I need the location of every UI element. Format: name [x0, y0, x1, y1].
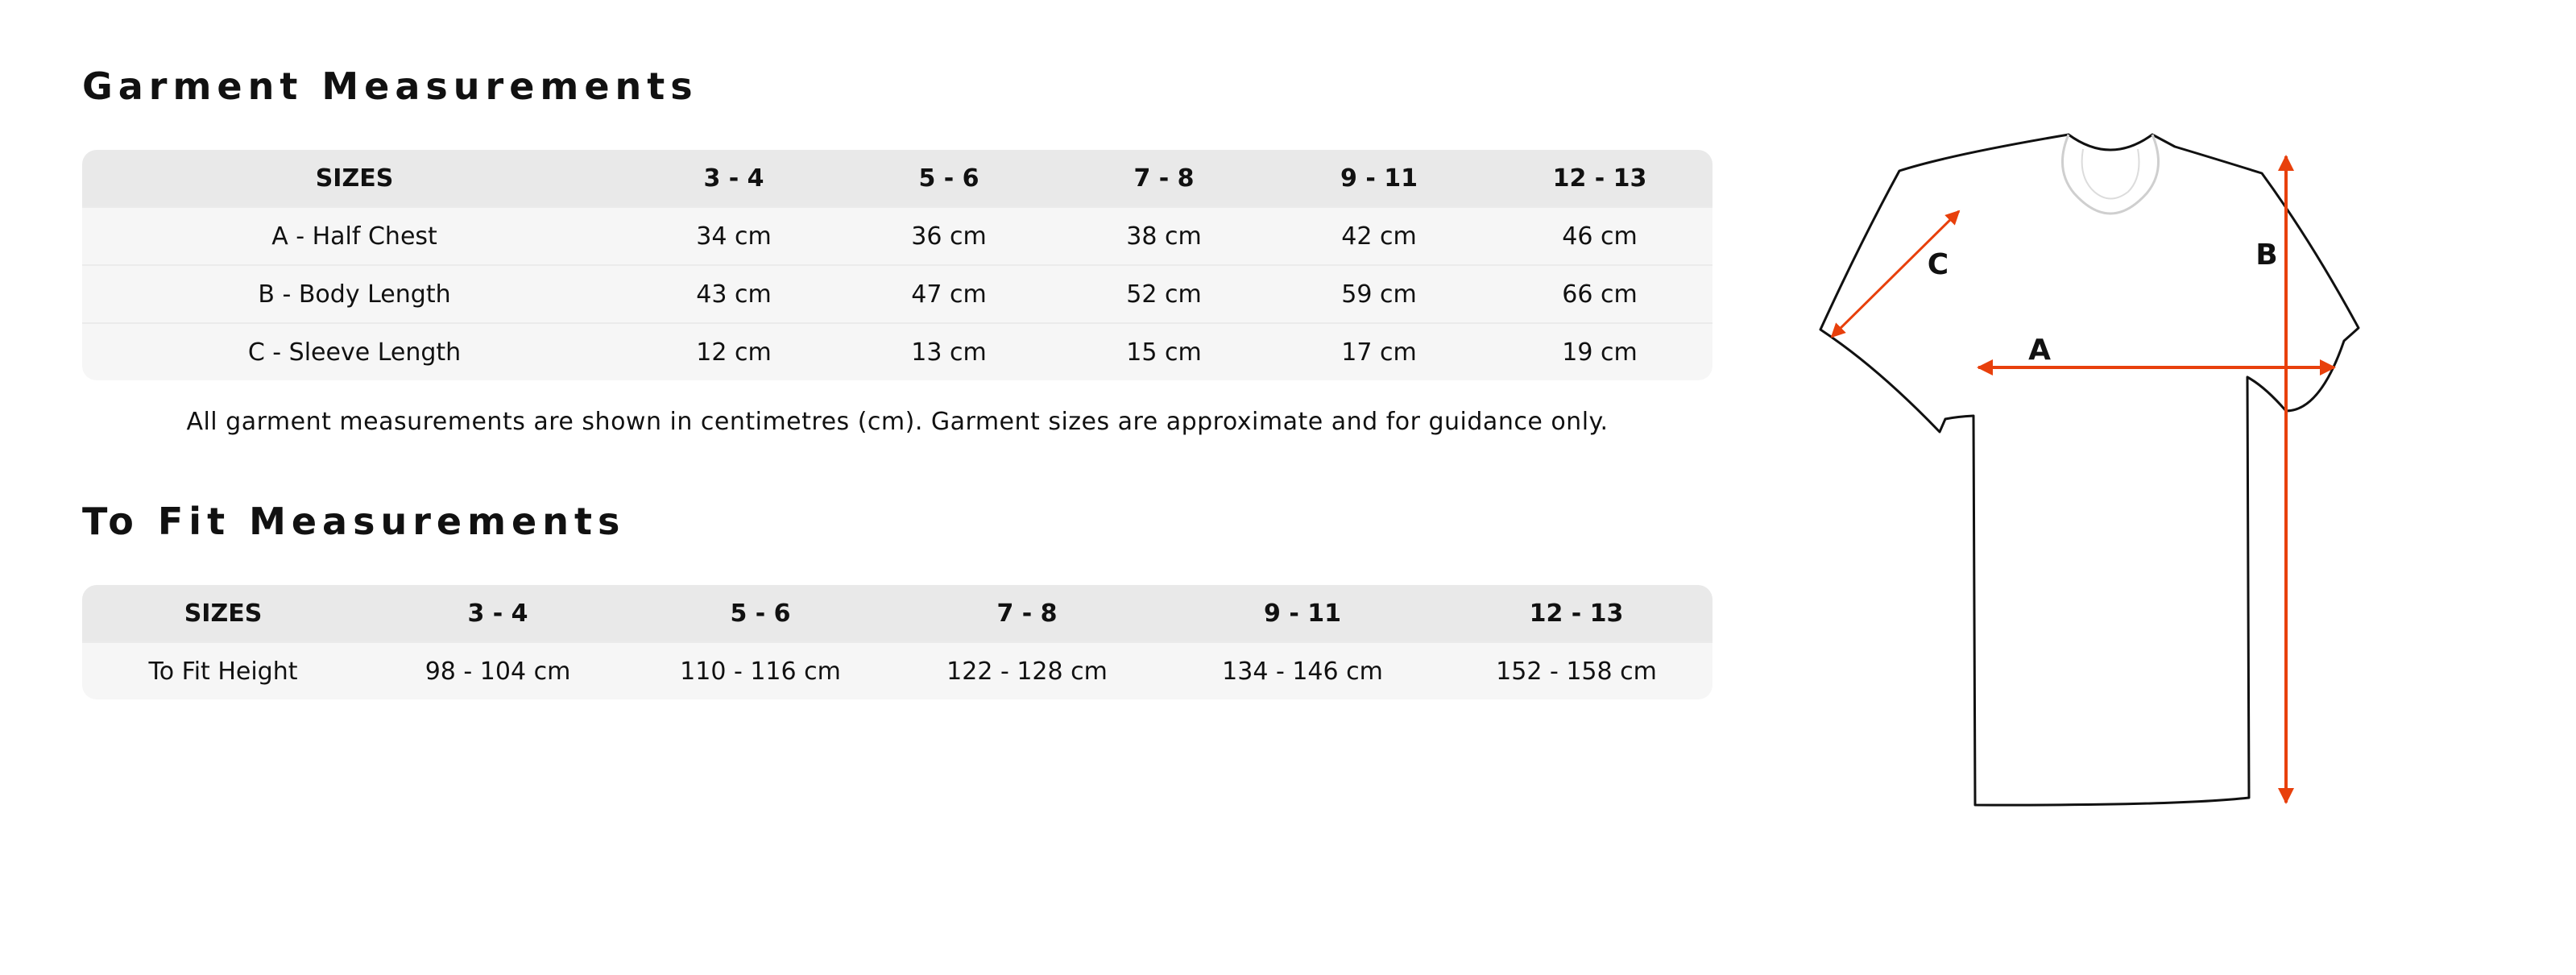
table-cell: 19 cm — [1487, 322, 1713, 380]
header-cell-size: 5 - 6 — [841, 150, 1057, 206]
table-cell: 134 - 146 cm — [1165, 641, 1440, 699]
table-cell: 98 - 104 cm — [364, 641, 632, 699]
table-cell: 52 cm — [1057, 264, 1271, 322]
table-cell: 66 cm — [1487, 264, 1713, 322]
table-cell: 15 cm — [1057, 322, 1271, 380]
header-cell-size: 3 - 4 — [627, 150, 841, 206]
table-cell: 46 cm — [1487, 206, 1713, 264]
table-cell: 13 cm — [841, 322, 1057, 380]
row-label: C - Sleeve Length — [82, 322, 627, 380]
table-row — [82, 322, 1713, 380]
table-cell: 38 cm — [1057, 206, 1271, 264]
table-cell: 59 cm — [1271, 264, 1487, 322]
to-fit-measurements-title: To Fit Measurements — [82, 500, 626, 543]
row-label: To Fit Height — [82, 641, 364, 699]
tshirt-measurement-diagram — [1804, 121, 2529, 830]
header-cell-sizes: SIZES — [82, 585, 364, 641]
table-cell: 34 cm — [627, 206, 841, 264]
table-cell: 43 cm — [627, 264, 841, 322]
tshirt-outline — [1820, 135, 2359, 805]
table-cell: 47 cm — [841, 264, 1057, 322]
header-cell-size: 3 - 4 — [364, 585, 632, 641]
label-b: B — [2255, 239, 2278, 272]
label-c: C — [1927, 248, 1949, 281]
table-row — [82, 641, 1713, 699]
row-label: A - Half Chest — [82, 206, 627, 264]
table-cell: 36 cm — [841, 206, 1057, 264]
table-cell: 17 cm — [1271, 322, 1487, 380]
to-fit-measurements-table — [82, 585, 1713, 699]
table-cell: 42 cm — [1271, 206, 1487, 264]
table-cell: 110 - 116 cm — [632, 641, 889, 699]
header-cell-sizes: SIZES — [82, 150, 627, 206]
header-cell-size: 7 - 8 — [889, 585, 1165, 641]
header-cell-size: 9 - 11 — [1271, 150, 1487, 206]
table-header-row — [82, 585, 1713, 641]
header-cell-size: 12 - 13 — [1440, 585, 1713, 641]
table-cell: 122 - 128 cm — [889, 641, 1165, 699]
garment-measurements-title: Garment Measurements — [82, 64, 698, 108]
garment-measurements-table — [82, 150, 1713, 380]
header-cell-size: 7 - 8 — [1057, 150, 1271, 206]
table-row — [82, 206, 1713, 264]
table-row — [82, 264, 1713, 322]
header-cell-size: 5 - 6 — [632, 585, 889, 641]
header-cell-size: 9 - 11 — [1165, 585, 1440, 641]
label-a: A — [2028, 334, 2051, 367]
header-cell-size: 12 - 13 — [1487, 150, 1713, 206]
table-cell: 152 - 158 cm — [1440, 641, 1713, 699]
table-cell: 12 cm — [627, 322, 841, 380]
row-label: B - Body Length — [82, 264, 627, 322]
table-header-row — [82, 150, 1713, 206]
measurement-note: All garment measurements are shown in centimetres (cm). Garment sizes are approximate and for guidance only. — [186, 408, 1609, 436]
